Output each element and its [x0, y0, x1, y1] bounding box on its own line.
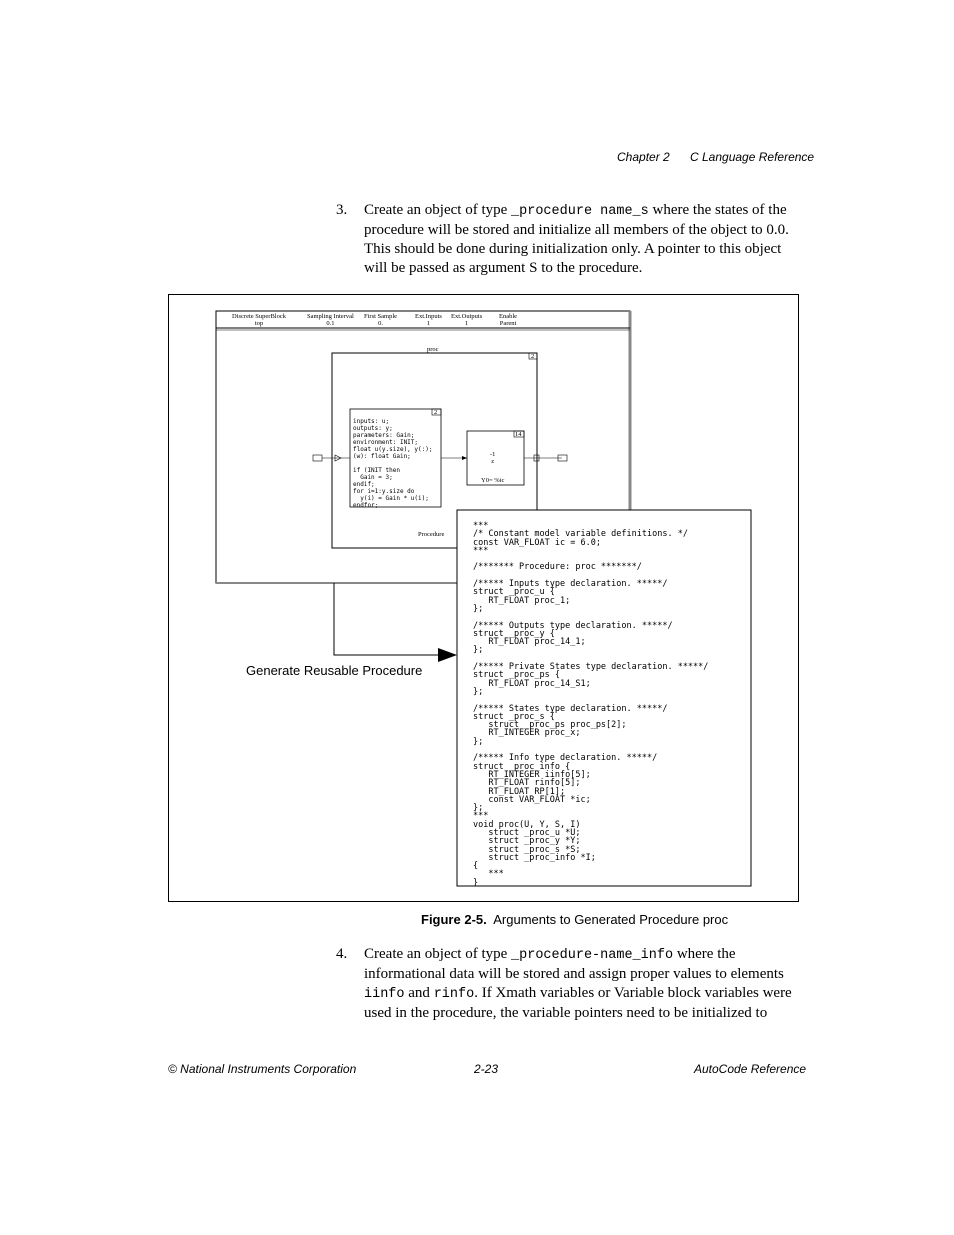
header-section: C Language Reference: [690, 150, 815, 164]
footer-title: AutoCode Reference: [694, 1062, 807, 1076]
inner-block-id: 2: [434, 409, 438, 416]
arrow-label: Generate Reusable Procedure: [246, 663, 423, 678]
step-text: Create an object of type _procedure-name_info where the informational data will be stored and assign proper values to elements iinfo and rinfo. If Xmath variables or Variable block variables were used in the procedure, the variable pointers need to be initialized to: [364, 946, 792, 1021]
step-4: [336, 945, 806, 1025]
inline-code: _procedure name_s: [511, 204, 649, 219]
header-chapter: Chapter 2: [617, 150, 670, 164]
delay-initial: Y0= %ic: [481, 477, 505, 484]
col-enable: Enable Parent: [499, 313, 518, 327]
inner-block-script: inputs: u; outputs: y; parameters: Gain; environment: INIT; float u(y.size), y(:); (w): float Gain; if (INIT then Gain = 3; endif; for i=1:y.size do y(i) = Gain * u(i); endfor;: [353, 418, 433, 509]
step-number: 3.: [336, 202, 348, 218]
col-first-sample: First Sample 0.: [364, 313, 398, 327]
step-number: 4.: [336, 946, 348, 962]
inline-code: iinfo: [364, 987, 405, 1002]
col-sampling-interval: Sampling Interval 0.1: [307, 313, 354, 327]
figure-caption: Figure 2-5. Arguments to Generated Procedure proc: [421, 912, 729, 927]
col-ext-outputs: Ext.Outputs 1: [451, 313, 483, 327]
footer-page-number: 2-23: [474, 1062, 499, 1076]
proc-label: proc: [427, 346, 439, 353]
footer-copyright: © National Instruments Corporation: [168, 1062, 357, 1076]
code-listing: *** /* Constant model variable definitions. */ const VAR_FLOAT ic = 6.0; *** /******* Procedure: proc *******/ /***** Inputs type declaration. *****/ struct _proc_u { RT_FLOAT proc_1; }; /***** Outputs type declaration. *****/ struct _proc_y { RT_FLOAT proc_14_1; }; /***** Private States type declaration. *****/ struct _proc_ps { RT_FLOAT proc_14_S1; }; /***** States type declaration. *****/ struct _proc_s { struct _proc_ps proc_ps[2]; RT_INTEGER proc_x; }; /***** Info type declaration. *****/ struct _proc_info { RT_INTEGER iinfo[5]; RT_FLOAT rinfo[5]; RT_FLOAT RP[1]; const VAR_FLOAT *ic; }; *** void proc(U, Y, S, I) struct _proc_u *U; struct _proc_y *Y; struct _proc_s *S; struct _proc_info *I; { *** }: [473, 521, 709, 888]
col-superblock: Discrete SuperBlock top: [232, 313, 286, 327]
inline-code: _procedure-name_: [511, 948, 641, 963]
proc-block-id: 2: [531, 353, 535, 360]
inline-code: info: [640, 948, 674, 963]
delay-symbol: -1 z: [490, 451, 496, 465]
step-text: Create an object of type _procedure name_s where the states of the procedure will be stored and initialize all members of the object to 0.0. This should be done during initialization only. A pointer to this object will be passed as argument S to the procedure.: [364, 202, 789, 276]
inline-code: rinfo: [433, 987, 475, 1002]
procedure-label: Procedure: [418, 531, 445, 538]
delay-block-id: 14: [515, 431, 522, 438]
col-ext-inputs: Ext.Inputs 1: [415, 313, 442, 327]
